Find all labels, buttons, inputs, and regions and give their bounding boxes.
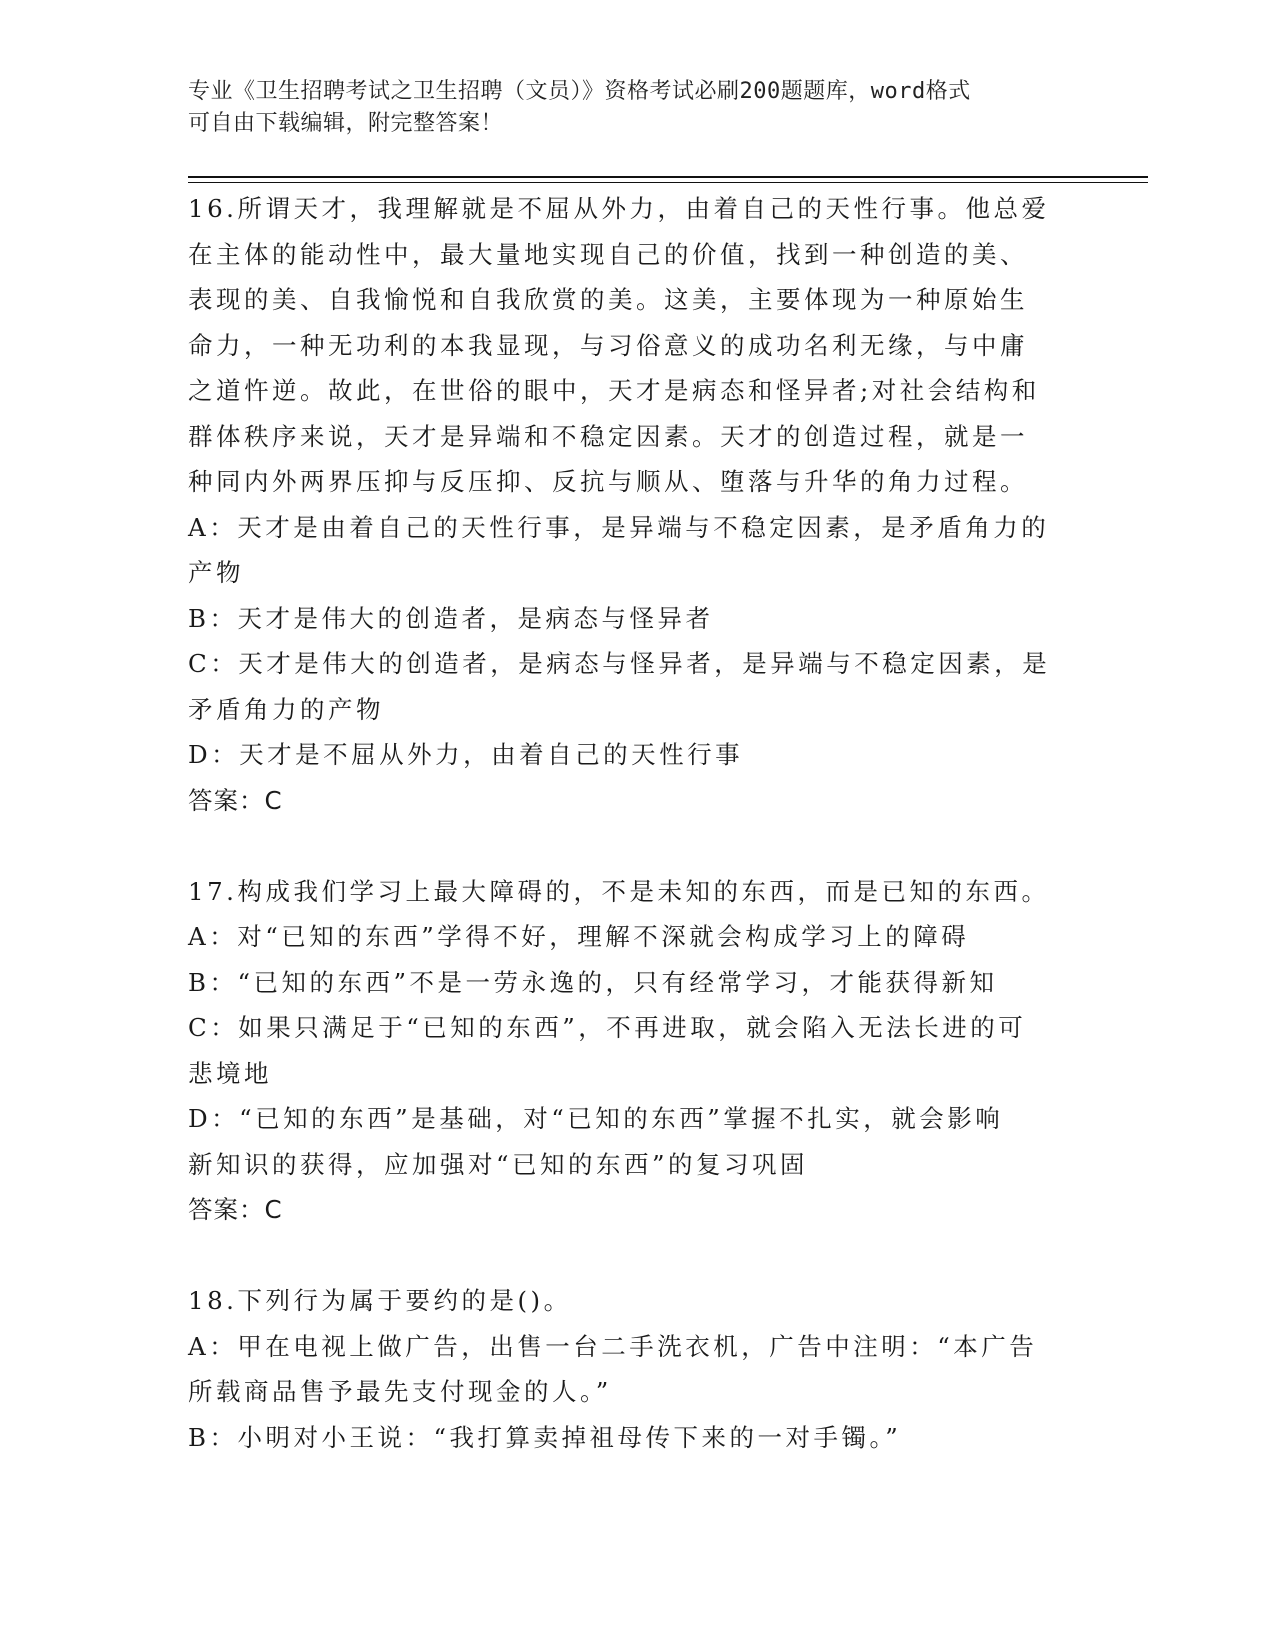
question-spacer: [188, 823, 1088, 869]
question-block: [188, 186, 1088, 869]
question-stem-line: 表现的美、自我愉悦和自我欣赏的美。这美，主要体现为一种原始生: [188, 285, 1028, 314]
question-stem-line: 16.所谓天才，我理解就是不屈从外力，由着自己的天性行事。他总爱: [188, 194, 1050, 223]
option-line: A：天才是由着自己的天性行事，是异端与不稳定因素，是矛盾角力的: [188, 512, 1050, 542]
header-rule-thin: [188, 182, 1148, 183]
question-list: [188, 186, 1088, 1460]
option-line: D：“已知的东西”是基础，对“已知的东西”掌握不扎实，就会影响: [188, 1104, 1004, 1133]
option-line: 悲境地: [188, 1058, 272, 1088]
question-stem-line: 种同内外两界压抑与反压抑、反抗与顺从、堕落与升华的角力过程。: [188, 467, 1028, 496]
option-line: A：对“已知的东西”学得不好，理解不深就会构成学习上的障碍: [188, 922, 970, 951]
question-stem-line: 17.构成我们学习上最大障碍的，不是未知的东西，而是已知的东西。: [188, 876, 1050, 906]
question-block: [188, 1278, 1088, 1460]
option-line: 所载商品售予最先支付现金的人。”: [188, 1377, 612, 1406]
option-line: D：天才是不屈从外力，由着自己的天性行事: [188, 740, 744, 769]
question-stem-line: 之道忤逆。故此，在世俗的眼中，天才是病态和怪异者;对社会结构和: [188, 376, 1040, 405]
option-line: B：小明对小王说：“我打算卖掉祖母传下来的一对手镯。”: [188, 1422, 902, 1452]
option-line: 矛盾角力的产物: [188, 694, 384, 724]
answer-option: [188, 732, 1088, 778]
answer-option: [188, 505, 1088, 596]
answer-option: [188, 1005, 1088, 1096]
option-line: C：天才是伟大的创造者，是病态与怪异者，是异端与不稳定因素，是: [188, 649, 1051, 678]
option-line: C：如果只满足于“已知的东西”，不再进取，就会陷入无法长进的可: [188, 1013, 1027, 1042]
answer-option: [188, 641, 1088, 732]
option-line: B：天才是伟大的创造者，是病态与怪异者: [188, 603, 714, 633]
answer-key: 答案：C: [188, 1195, 283, 1224]
document-header: [188, 76, 1068, 140]
question-stem-line: 18.下列行为属于要约的是()。: [188, 1286, 572, 1315]
answer-option: [188, 1324, 1088, 1415]
answer-option: [188, 1096, 1088, 1187]
answer-option: [188, 1415, 1088, 1461]
header-rule-thick: [188, 176, 1148, 178]
header-line-2: 可自由下载编辑，附完整答案！: [188, 111, 504, 136]
answer-key: 答案：C: [188, 785, 283, 815]
answer-option: [188, 914, 1088, 960]
option-line: 产物: [188, 558, 244, 587]
question-stem-line: 群体秩序来说，天才是异端和不稳定因素。天才的创造过程，就是一: [188, 421, 1028, 451]
answer-option: [188, 960, 1088, 1006]
option-line: 新知识的获得，应加强对“已知的东西”的复习巩固: [188, 1149, 809, 1179]
question-block: [188, 869, 1088, 1279]
answer-option: [188, 596, 1088, 642]
question-stem-line: 命力，一种无功利的本我显现，与习俗意义的成功名利无缘，与中庸: [188, 330, 1028, 360]
question-spacer: [188, 1233, 1088, 1279]
option-line: B：“已知的东西”不是一劳永逸的，只有经常学习，才能获得新知: [188, 967, 998, 997]
header-line-1: 专业《卫生招聘考试之卫生招聘（文员）》资格考试必刷200题题库，word格式: [188, 79, 971, 104]
question-stem-line: 在主体的能动性中，最大量地实现自己的价值，找到一种创造的美、: [188, 239, 1028, 269]
option-line: A：甲在电视上做广告，出售一台二手洗衣机，广告中注明：“本广告: [188, 1331, 1038, 1361]
